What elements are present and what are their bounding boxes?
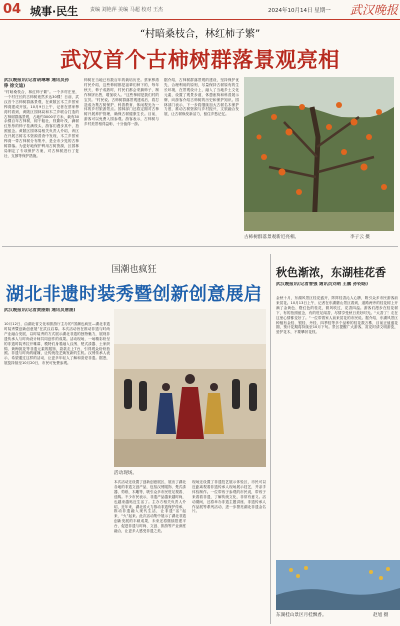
section-title: 城事·民生: [30, 5, 79, 18]
article1-column-3: 据介绍，古柿树群落景观的建设，坚持保护优先、合理利用的原则，尽量保持古树原有的生长环境，在景观设计上，融入了当地乡土文化元素，设置了观景步道、休憩座椅和科普展示牌，向游客介绍古柿树的历史和保护知识。园林部门表示，下一步将继续加大古树名木保护力度，推动古树资源与乡村振兴、文旅融合发展，让古树焕发新活力，留住乡愁记忆。: [164, 78, 239, 117]
editors-line: 责编 刘艳萍 美编 马超 校对 王杰: [90, 7, 163, 13]
persimmon-tree-photo: [244, 77, 394, 231]
issue-date: 2024年10月14日 星期一: [268, 8, 331, 14]
article3-photo-credit: 赵旭 摄: [373, 613, 389, 618]
article1-photo-caption: 古柿树群落景观新近亮相。: [244, 235, 300, 240]
page-number: 04: [3, 2, 22, 17]
article2-author: 武汉晚报讯(记者黄丽娟 通讯员唐涵): [4, 308, 76, 313]
article2-photo-caption: 活动现场。: [114, 471, 137, 476]
article1-column-2: 柿树在当地已有数百年的栽培历史。蔡家榨湾村民介绍，这些柿树都是祖辈们种下的，每年秋天，柿子成熟时，村民们都会采摘柿子，制作柿饼出售，增加收入。“这些柿树是我们村的宝贝。”村民说。古柿树群落景观建成后，将打造成为集古树保护、科普教育、休闲观光为一体的乡村旅游景点。园林部门还将定期对古柿树开展养护管理，确保古树健康生长。目前，游客可以免费入园参观。游客表示，古柿树与乡村美景相得益彰，十分值得一游。: [84, 78, 159, 127]
osmanthus-photo: [276, 560, 400, 610]
article2-headline: 湖北非遗时装秀暨创新创意展启: [5, 284, 263, 305]
paper-logo: 武汉晚报: [350, 3, 399, 17]
article3-body: 金秋十月，东湖风景区桂花盛开，阵阵桂香沁人心脾，吸引众多市民游客前来赏花。10月13日上午，记者在东湖磨山景区看到，道路两旁的桂花树上开满了金黄色、橙红色的桂花，微风吹过，花香四溢。游客们漫步在桂花树下，有的拍照留念，有的驻足闻香，尽情享受秋日美好时光。“太香了！走在这里心情都变好了。”一位带着家人前来赏花的市民说。据介绍，东湖风景区种植有金桂、银桂、丹桂、四季桂等多个品种的桂花数万株，目前正值盛花期，预计花期将持续至10月下旬。景区提醒广大游客，赏花时请文明游览，爱护花木，不要攀折花枝。: [276, 296, 398, 335]
horizontal-divider: [2, 246, 398, 247]
article1-photo-credit: 李子云 摄: [350, 235, 370, 240]
article2-column-3: 现场还设置了非遗技艺展示体验区，市民可以近距离观看非遗传承人现场展示技艺，并亲手体验制作。一位带孩子参观的市民说，带孩子来看看非遗，了解传统文化，非常有意义。活动期间，还将举办非遗主题讲座、非遗传承人作品展等系列活动，进一步擦亮湖北非遗金名片。: [192, 480, 266, 514]
article3-headline: 秋色渐浓，东湖桂花香: [276, 266, 386, 279]
article2-column-1: 10月12日，由湖北省文化和旅游厅主办的“国潮也疯狂—湖北非遗时装秀暨创新创意展”在武汉启幕。本次活动旨在推动非遗与时尚产业融合发展，以时装秀的方式展示湖北非遗的独特魅力，展现非遗传承人与时尚设计师共同创作的成果。活动现场，一场精彩纷呈的非遗时装秀拉开帷幕，模特们身着融入汉绣、楚式漆器、土家织锦、黄梅挑花等非遗元素的服饰，款款走上T台，引得观众纷纷拍照。非遗与时尚的碰撞，让传统技艺焕发新的生机。汉绣传承人表示，希望通过这样的活动，让更多年轻人了解和喜爱非遗。据悉，展览持续至10月20日，市民可免费参观。: [4, 322, 110, 366]
article2-column-2: 本次活动还设置了创新创意展区，展出了湖北各地的非遗文创产品，包括汉绣服饰、楚式漆器、剪纸、木雕等，吸引众多市民驻足观看、选购。不少市民表示，非遗产品越来越时尚，也越来越贴近生活了。主办方相关负责人介绍，近年来，湖北省大力推动非遗保护传承，推动非遗融入现代生活，让非遗“活”起来、“火”起来。此次活动集中展示了湖北非遗创新发展的丰硕成果，未来还将继续搭建平台，促进非遗与时尚、文创、旅游等产业深度融合，让更多人感受非遗之美。: [114, 480, 186, 534]
fashion-show-photo: [114, 309, 266, 467]
article3-photo-caption: 东湖桂山景区月桂飘香。: [276, 613, 327, 618]
article1-column-1: “村暗桑枝合，林红柿子繁”。一个多村庄里，一个村庄长的古柿树竟然多达30棵！日前，武汉首个古柿树群落景观，在黄陂区木兰乡蔡家榨湾建成开放。10月9日上午，记者在蔡家榨湾村看到，黄陂区园林局和木兰乡联合打造的古柿树群落景观，占地约3000平方米，栽有30余棵百年古柿树，树干粗壮，枝繁叶茂，满树红彤彤的柿子挂满枝头，游客们漫步其中，拍照留念。黄陂区园林局相关负责人介绍，该区在开展古树名木资源普查中发现，木兰乡蔡家榨湾一带古柿树分布集中，是全市少见的古柿树群落。为更好地保护利用古树资源，区园林局制定了专项保护方案，对古柿树进行了复壮、支撑等保护措施。: [4, 90, 79, 158]
vertical-divider: [270, 254, 271, 624]
article2-kicker: 国潮也疯狂: [111, 265, 157, 275]
article3-author: 武汉晚报讯(记者曾强 通讯员刘萌 王鹏 孙钧旸): [276, 282, 369, 287]
article1-headline: 武汉首个古柿树群落景观亮相: [60, 48, 340, 72]
article1-kicker: “村暗桑枝合，林红柿子繁”: [139, 29, 261, 40]
article1-author: 武汉晚报讯(记者胡琳琳 通讯员孙铮 徐文迪): [4, 78, 69, 89]
